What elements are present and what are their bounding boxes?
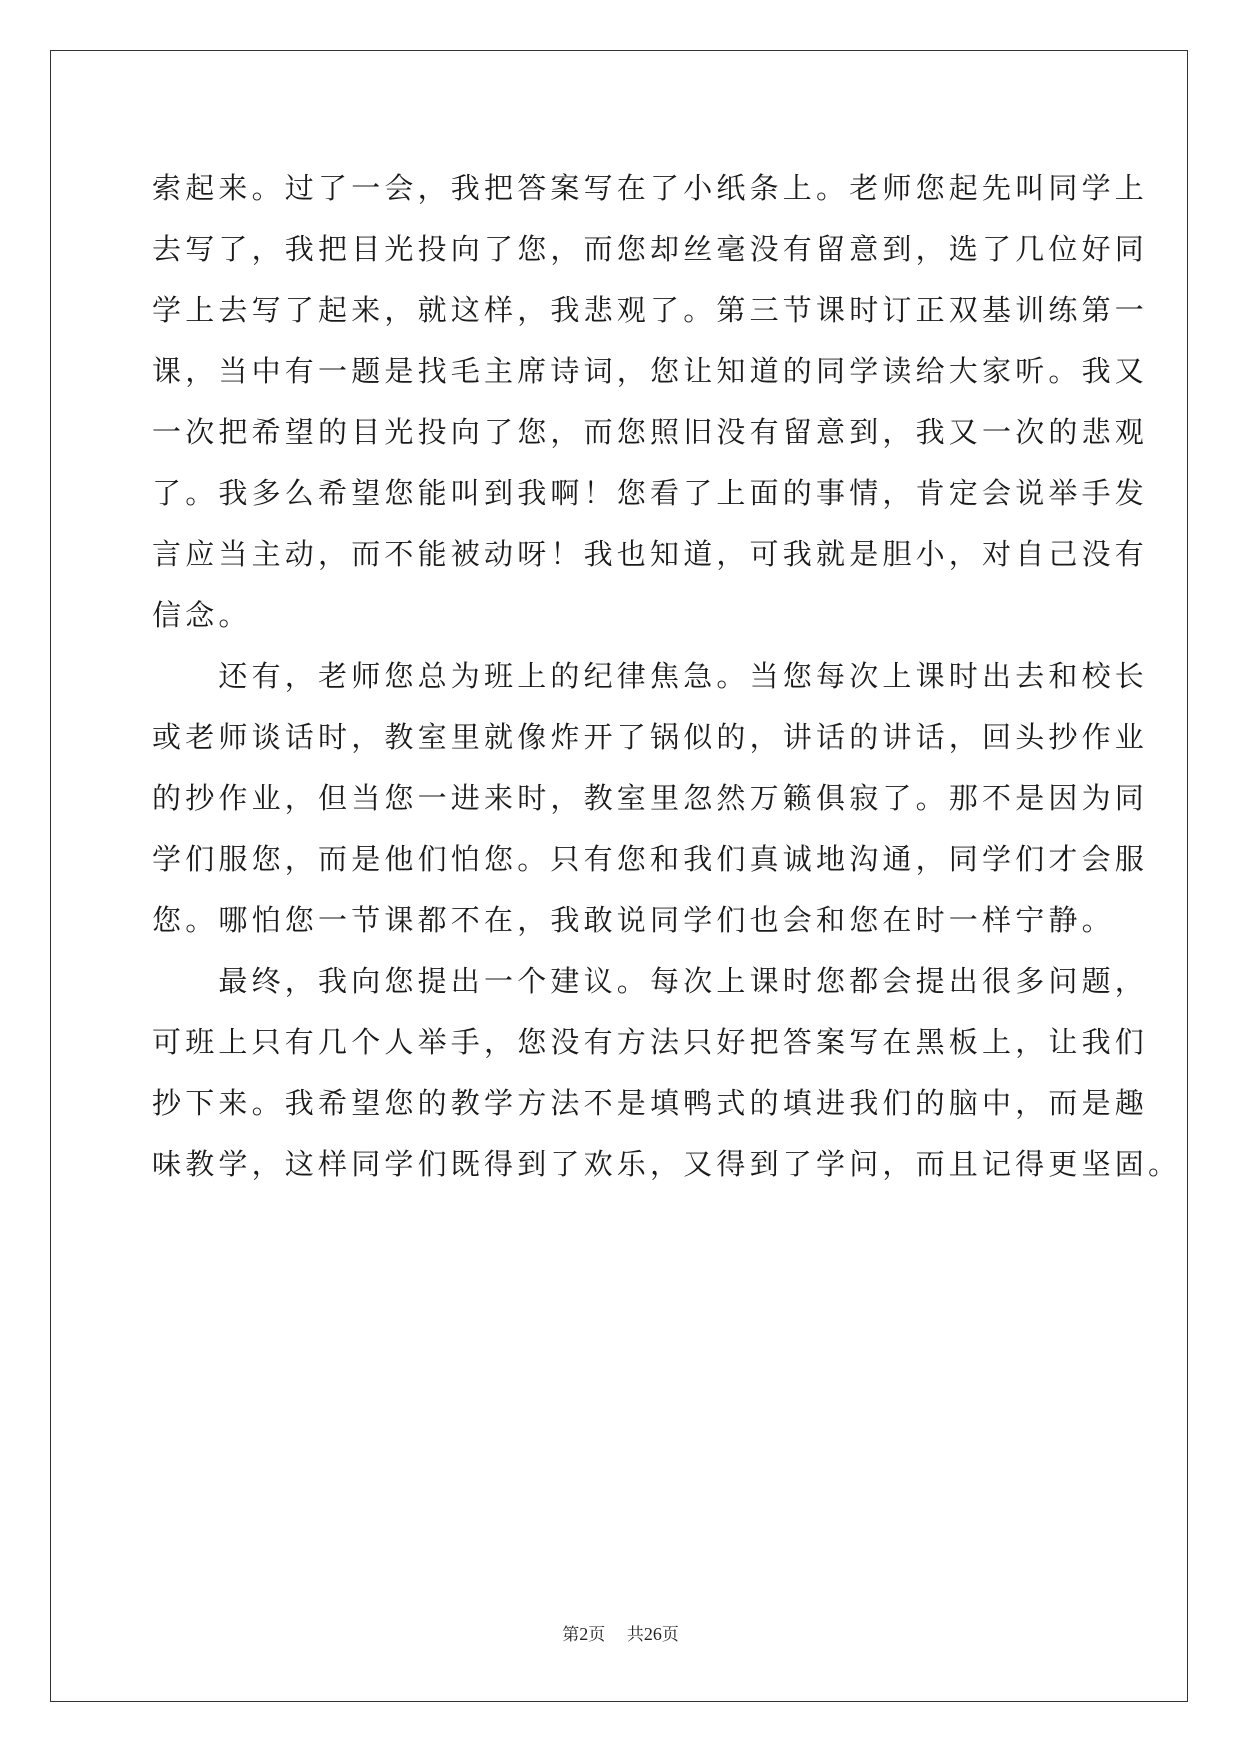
text-line: 您。哪怕您一节课都不在，我敢说同学们也会和您在时一样宁静。 [152, 903, 1115, 937]
total-pages: 26 [643, 1624, 662, 1644]
page-label-suffix: 页 [588, 1625, 606, 1645]
text-line: 的抄作业，但当您一进来时，教室里忽然万籁俱寂了。那不是因为同 [152, 781, 1149, 815]
text-line: 学上去写了起来，就这样，我悲观了。第三节课时订正双基训练第一 [152, 293, 1149, 327]
text-line: 还有，老师您总为班上的纪律焦急。当您每次上课时出去和校长 [152, 659, 1149, 693]
text-line: 索起来。过了一会，我把答案写在了小纸条上。老师您起先叫同学上 [152, 171, 1149, 205]
text-line: 一次把希望的目光投向了您，而您照旧没有留意到，我又一次的悲观 [152, 415, 1149, 449]
text-line: 味教学，这样同学们既得到了欢乐，又得到了学问，而且记得更坚固。 [152, 1147, 1182, 1181]
text-line: 可班上只有几个人举手，您没有方法只好把答案写在黑板上，让我们 [152, 1025, 1149, 1059]
text-line: 或老师谈话时，教室里就像炸开了锅似的，讲话的讲话，回头抄作业 [152, 720, 1149, 754]
text-line: 学们服您，而是他们怕您。只有您和我们真诚地沟通，同学们才会服 [152, 842, 1149, 876]
text-line: 课，当中有一题是找毛主席诗词，您让知道的同学读给大家听。我又 [152, 354, 1149, 388]
text-line: 最终，我向您提出一个建议。每次上课时您都会提出很多问题， [152, 964, 1149, 998]
page-number: 2 [579, 1624, 589, 1644]
text-line: 去写了，我把目光投向了您，而您却丝毫没有留意到，选了几位好同 [152, 232, 1149, 266]
page-label-prefix: 第 [562, 1625, 580, 1645]
page-footer [0, 1620, 1241, 1645]
body-text [152, 158, 1182, 1195]
total-label-prefix: 共 [626, 1625, 644, 1645]
total-label-suffix: 页 [661, 1625, 679, 1645]
text-line: 言应当主动，而不能被动呀！我也知道，可我就是胆小，对自己没有 [152, 537, 1149, 571]
text-line: 抄下来。我希望您的教学方法不是填鸭式的填进我们的脑中，而是趣 [152, 1086, 1149, 1120]
text-line: 了。我多么希望您能叫到我啊！您看了上面的事情，肯定会说举手发 [152, 476, 1149, 510]
text-line: 信念。 [152, 598, 252, 632]
